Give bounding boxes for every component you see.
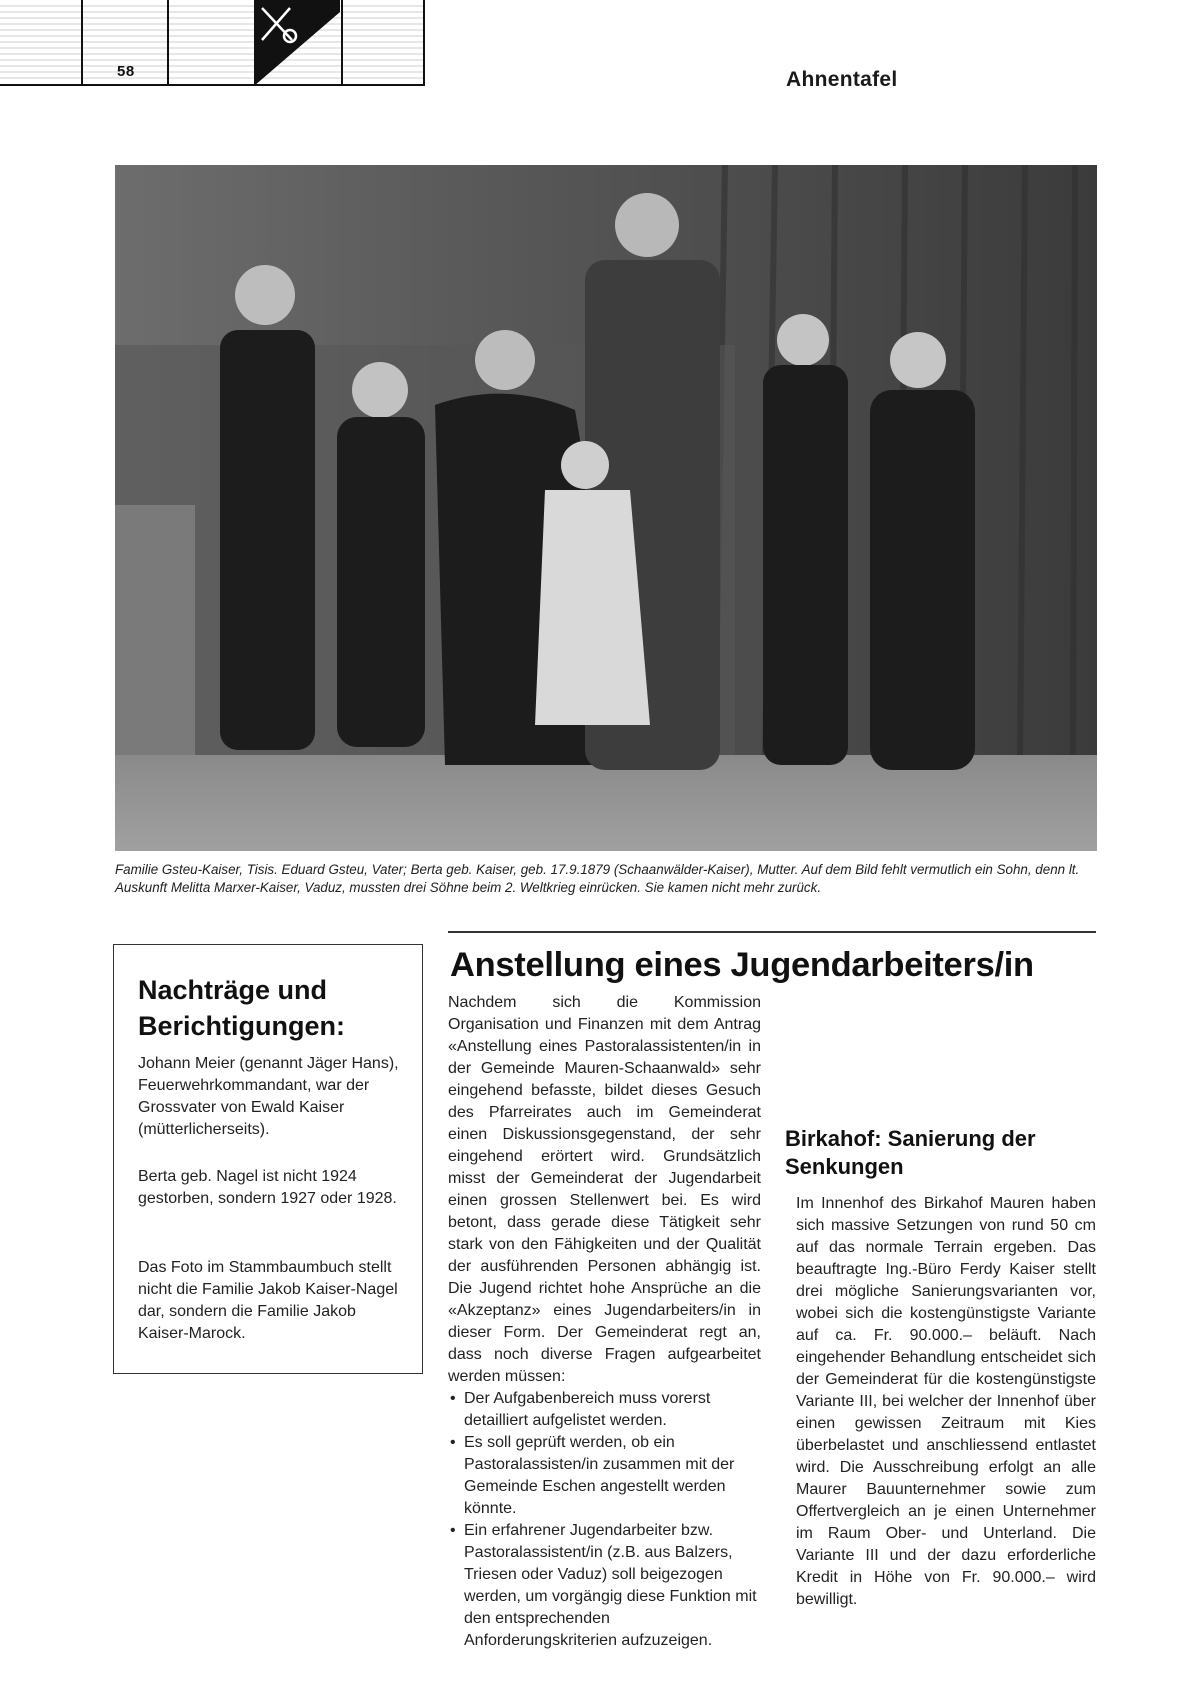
header-grid xyxy=(0,0,430,86)
page-number: 58 xyxy=(117,63,135,80)
corrections-title: Nachträge und Berichtigungen: xyxy=(138,975,345,1041)
article-bullet-2: • Es soll geprüft werden, ob ein Pastoralassisten/in zusammen mit der Gemeinde Eschen angestellt werden könnte. xyxy=(448,1432,761,1520)
photo-caption: Familie Gsteu-Kaiser, Tisis. Eduard Gsteu, Vater; Berta geb. Kaiser, geb. 17.9.1879 (Schaanwälder-Kaiser), Mutter. Auf dem Bild fehlt vermutlich ein Sohn, denn lt. Auskunft Melitta Marxer-Kaiser, Vaduz, mussten drei Söhne beim 2. Weltkrieg einrücken. Sie kamen nicht mehr zurück. xyxy=(115,862,1080,895)
article-body: Nachdem sich die Kommission Organisation und Finanzen mit dem Antrag «Anstellung eines Pastoralassistenten/in in der Gemeinde Mauren-Schaanwald» sehr eingehend befasste, bildet dieses Gesuch des Pfarreirates auch im Gemeinderat einen Diskussionsgegenstand, der sehr eingehend erörtert wird. Grundsätzlich misst der Gemeinderat der Jugendarbeit einen grossen Stellenwert bei. Es wird betont, dass gerade diese Tätigkeit sehr stark von den Fähigkeiten und der Qualität der ausführenden Personen abhängig ist. Die Jugend richtet hohe Ansprüche an die «Akzeptanz» eines Jugendarbeiters/in in dieser Form. Der Gemeinderat regt an, dass noch diverse Fragen aufgearbeitet werden müssen: xyxy=(448,994,761,1385)
birkahof-column xyxy=(796,1193,1096,1611)
section-rule xyxy=(448,931,1096,933)
article-heading: Anstellung eines Jugendarbeiters/in xyxy=(450,946,1034,984)
section-title: Ahnentafel xyxy=(786,68,898,91)
birkahof-heading: Birkahof: Sanierung der Senkungen xyxy=(785,1126,1036,1179)
family-photo xyxy=(115,165,1097,851)
article-column-left xyxy=(448,992,761,1652)
article-bullet-list xyxy=(448,1388,761,1652)
birkahof-body: Im Innenhof des Birkahof Mauren haben sich massive Setzungen von rund 50 cm auf das normale Terrain ergeben. Das beauftragte Ing.-Büro Ferdy Kaiser stellt drei mögliche Sanierungsvarianten vor, wobei sich die kostengünstigste Variante auf ca. Fr. 90.000.– beläuft. Nach eingehender Behandlung entscheidet sich der Gemeinderat für die kostengünstigste Variante III, bei welcher der Innenhof über einen gewissen Zeitraum mit Kies überbelastet und anschliessend entlastet wird. Die Ausschreibung erfolgt an alle Maurer Bauunternehmer sowie zum Offertvergleich an je einen Unternehmer im Raum Ober- und Unterland. Die Variante III und der dazu erforderliche Kredit in Höhe von Fr. 90.000.– wird bewilligt. xyxy=(796,1195,1096,1608)
correction-paragraph-2: Berta geb. Nagel ist nicht 1924 gestorben, sondern 1927 oder 1928. xyxy=(138,1168,397,1207)
correction-paragraph-1: Johann Meier (genannt Jäger Hans), Feuerwehrkommandant, war der Grossvater von Ewald Kaiser (mütterlicherseits). xyxy=(138,1055,399,1138)
article-bullet-3: • Ein erfahrener Jugendarbeiter bzw. Pastoralassistent/in (z.B. aus Balzers, Triesen oder Vaduz) soll beigezogen werden, um vorgängig diese Funktion mit den entsprechenden Anforderungskriterien aufzuzeigen. xyxy=(448,1520,761,1652)
correction-paragraph-3: Das Foto im Stammbaumbuch stellt nicht die Familie Jakob Kaiser-Nagel dar, sondern die Familie Jakob Kaiser-Marock. xyxy=(138,1259,398,1342)
article-bullet-1: • Der Aufgabenbereich muss vorerst detailliert aufgelistet werden. xyxy=(448,1388,761,1432)
